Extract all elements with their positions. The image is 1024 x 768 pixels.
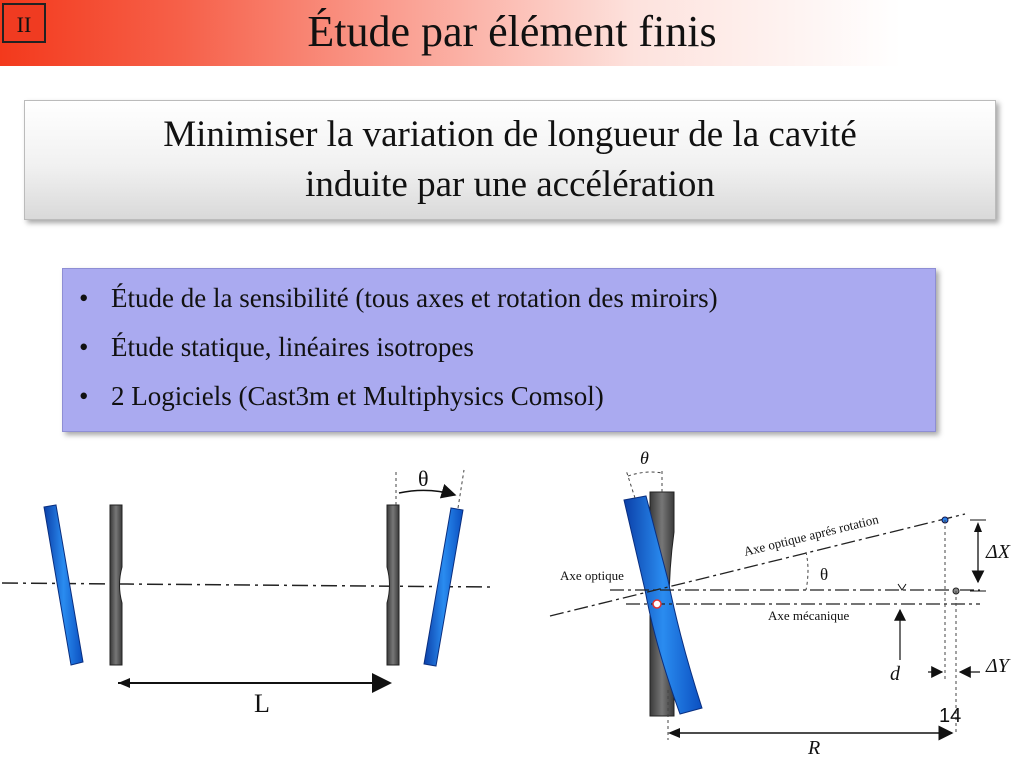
pivot-point: [653, 600, 661, 608]
header-bar: [0, 0, 1024, 66]
theta-label: θ: [418, 466, 429, 491]
page-title: Étude par élément finis: [307, 7, 717, 56]
theta-reference-line: [458, 470, 464, 508]
cavity-diagram: [0, 455, 510, 745]
small-arrow: [898, 584, 906, 590]
left-tilted-mirror: [44, 505, 83, 665]
list-item: [73, 377, 935, 426]
rotated-axis-line: [550, 514, 965, 616]
list-item: [73, 279, 935, 328]
r-arrow-head: [668, 728, 680, 738]
section-badge: II: [2, 3, 46, 43]
list-item-text: 2 Logiciels (Cast3m et Multiphysics Comsol): [111, 381, 604, 411]
theta-top-label: θ: [640, 448, 649, 468]
bullet-list-box: [62, 268, 936, 432]
delta-y-label: ΔY: [986, 655, 1009, 677]
d-label: d: [890, 663, 900, 685]
theta-top-arc: [628, 472, 662, 476]
delta-x-arrow-head: [974, 522, 982, 532]
delta-x-label: ΔX: [986, 541, 1010, 563]
r-label: R: [808, 737, 821, 758]
list-item-text: Étude de la sensibilité (tous axes et rotation des miroirs): [111, 283, 718, 313]
subtitle-line-2: induite par une accélération: [305, 164, 715, 205]
mechanical-axis-label: Axe mécanique: [768, 608, 850, 623]
page-number: 14: [939, 705, 962, 727]
bullet-icon: •: [79, 381, 89, 411]
rotated-axis-label: Axe optique aprés rotation: [742, 511, 880, 559]
theta-angle-label: θ: [820, 565, 829, 584]
bullet-icon: •: [79, 332, 89, 362]
theta-arc-arrow: [399, 490, 455, 495]
length-label: L: [254, 689, 270, 718]
list-item-text: Étude statique, linéaires isotropes: [111, 332, 474, 362]
theta-angle-arc: [806, 552, 808, 590]
bullet-icon: •: [79, 283, 89, 313]
subtitle-box: [24, 100, 996, 220]
list-item: [73, 328, 935, 377]
theta-reference-line: [626, 470, 635, 498]
length-arrow-head: [118, 678, 130, 688]
right-fixed-mirror: [387, 505, 399, 665]
bullet-list: [63, 269, 935, 426]
left-fixed-mirror: [110, 505, 122, 665]
optical-axis-line: [2, 583, 490, 587]
subtitle-line-1: Minimiser la variation de longueur de la cavité: [163, 114, 857, 155]
optical-axis-label: Axe optique: [560, 568, 624, 583]
